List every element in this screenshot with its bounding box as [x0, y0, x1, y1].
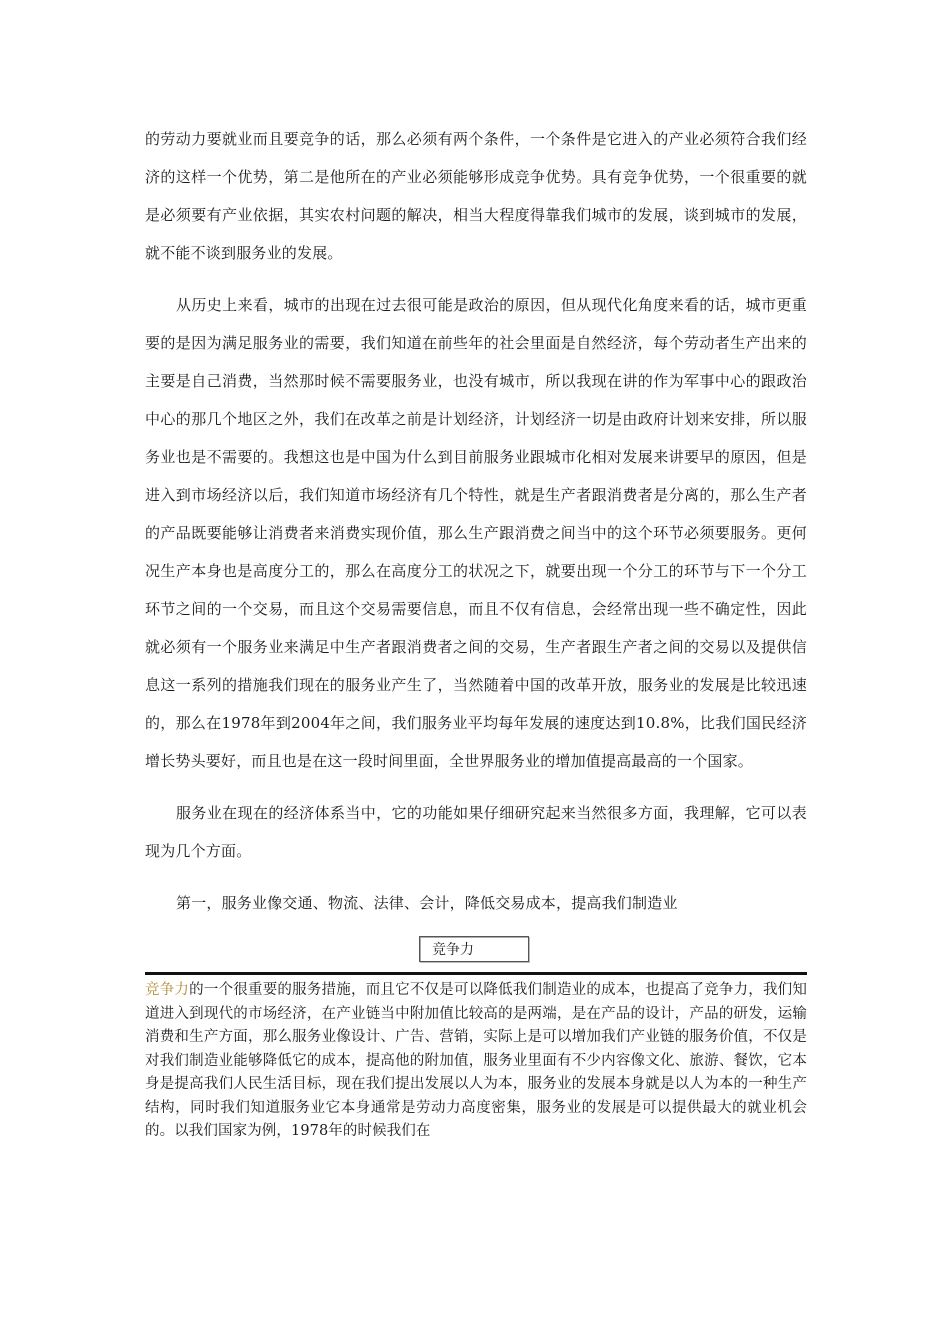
paragraph-4: 第一，服务业像交通、物流、法律、会计，降低交易成本，提高我们制造业: [176, 894, 678, 912]
document-page: [145, 120, 807, 1144]
keyword-paragraph: [145, 979, 807, 1144]
paragraph-3: 服务业在现在的经济体系当中，它的功能如果仔细研究起来当然很多方面，我理解，它可以表现为几个方面。: [145, 804, 807, 860]
paragraph-2: 从历史上来看，城市的出现在过去很可能是政治的原因，但从现代化角度来看的话，城市更重要的是因为满足服务业的需要，我们知道在前些年的社会里面是自然经济，每个劳动者生产出来的主要是自己消费，当然那时候不需要服务业，也没有城市，所以我现在讲的作为军事中心的跟政治中心的那几个地区之外，我们在改革之前是计划经济，计划经济一切是由政府计划来安排，所以服务业也是不需要的。我想这也是中国为什么到目前服务业跟城市化相对发展来讲要早的原因，但是进入到市场经济以后，我们知道市场经济有几个特性，就是生产者跟消费者是分离的，那么生产者的产品既要能够让消费者来消费实现价值，那么生产跟消费之间当中的这个环节必须要服务。更何况生产本身也是高度分工的，那么在高度分工的状况之下，就要出现一个分工的环节与下一个分工环节之间的一个交易，而且这个交易需要信息，而且不仅有信息，会经常出现一些不确定性，因此就必须有一个服务业来满足中生产者跟消费者之间的交易，生产者跟生产者之间的交易以及提供信息这一系列的措施我们现在的服务业产生了，当然随着中国的改革开放，服务业的发展是比较迅速的，那么在1978年到2004年之间，我们服务业平均每年发展的速度达到10.8%，比我们国民经济增长势头要好，而且也是在这一段时间里面，全世界服务业的增加值提高最高的一个国家。: [145, 296, 807, 770]
paragraph-1: 的劳动力要就业而且要竞争的话，那么必须有两个条件，一个条件是它进入的产业必须符合我们经济的这样一个优势，第二是他所在的产业必须能够形成竞争优势。具有竞争优势，一个很重要的就是必须要有产业依据，其实农村问题的解决，相当大程度得靠我们城市的发展，谈到城市的发展，就不能不谈到服务业的发展。: [145, 130, 807, 262]
keyword-section: [145, 972, 807, 1144]
keyword-link[interactable]: 竞争力: [145, 982, 190, 998]
keyword-box: 竞争力: [419, 936, 529, 962]
keyword-box-container: [145, 936, 807, 972]
keyword-paragraph-text: 的一个很重要的服务措施，而且它不仅是可以降低我们制造业的成本，也提高了竞争力，我们知道进入到现代的市场经济，在产业链当中附加值比较高的是两端，是在产品的设计，产品的研发，运输消费和生产方面，那么服务业像设计、广告、营销，实际上是可以增加我们产业链的服务价值，不仅是对我们制造业能够降低它的成本，提高他的附加值，服务业里面有不少内容像文化、旅游、餐饮，它本身是提高我们人民生活目标，现在我们提出发展以人为本，服务业的发展本身就是以人为本的一种生产结构，同时我们知道服务业它本身通常是劳动力高度密集，服务业的发展是可以提供最大的就业机会的。以我们国家为例，1978年的时候我们在: [145, 982, 807, 1139]
